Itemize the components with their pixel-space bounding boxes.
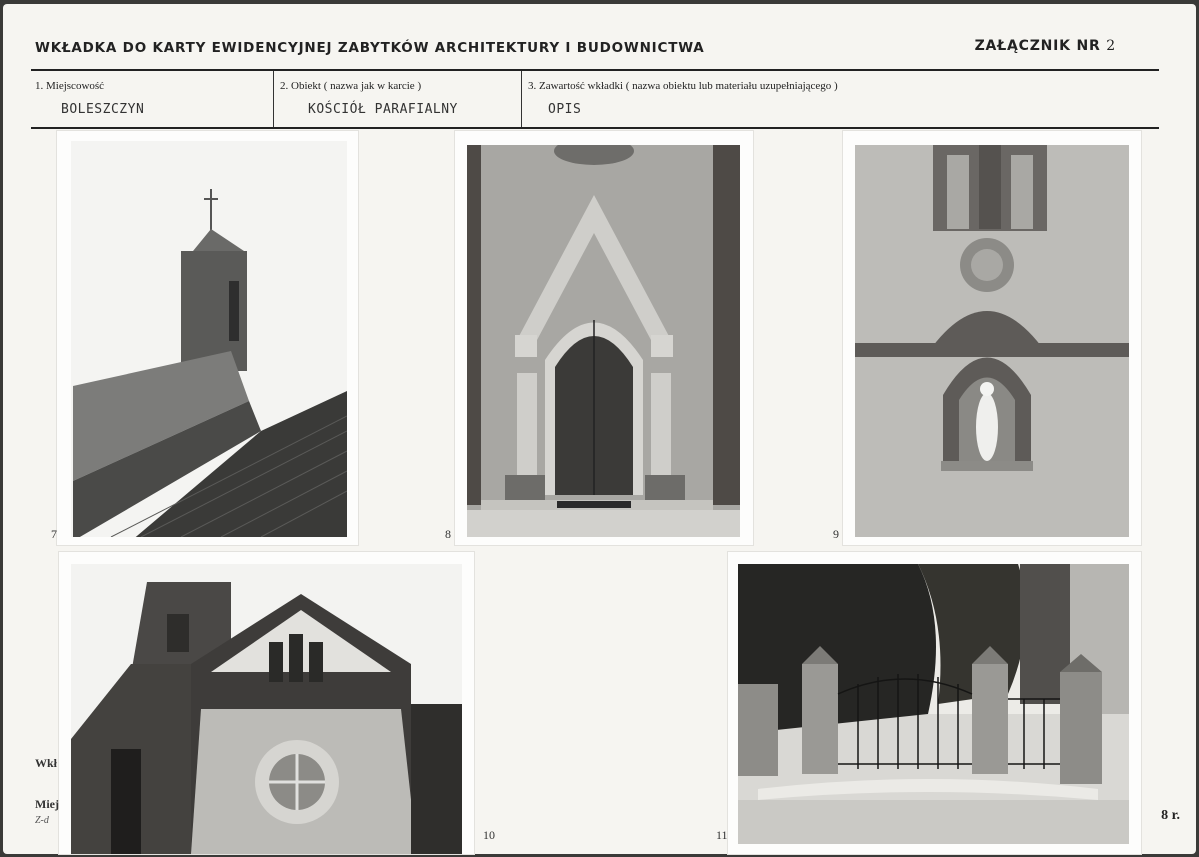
obscured-text-1: Wkł [35, 756, 58, 770]
photo-number-9: 9 [833, 527, 839, 541]
field-divider-1 [273, 71, 274, 127]
photo-facade-niche [855, 145, 1129, 537]
object-label: 2. Obiekt ( nazwa jak w karcie ) [280, 80, 422, 92]
annex-label [975, 38, 1116, 54]
photo-card-8 [445, 131, 753, 545]
document-sheet [3, 4, 1196, 854]
photo-number-8: 8 [445, 527, 451, 541]
contents-value: OPIS [548, 102, 582, 117]
annex-label-text: ZAŁĄCZNIK NR [974, 38, 1101, 54]
annex-number: 2 [1106, 38, 1116, 54]
photo-card-9 [833, 131, 1141, 545]
obscured-text-3: Z-d [35, 815, 49, 826]
photo-number-11: 11 [716, 828, 728, 842]
contents-label: 3. Zawartość wkładki ( nazwa obiektu lub materiału uzupełniającego ) [528, 80, 838, 92]
photo-west-facade [71, 564, 462, 854]
photo-bell-turret [71, 141, 347, 537]
header-rule-top [31, 69, 1159, 71]
photo-card-11 [716, 552, 1141, 854]
photo-card-7 [51, 131, 358, 545]
page-reference: 8 r. [1161, 808, 1180, 823]
locality-label: 1. Miejscowość [35, 80, 105, 92]
document-title: WKŁADKA DO KARTY EWIDENCYJNEJ ZABYTKÓW ARCHITEKTURY I BUDOWNICTWA [35, 40, 705, 56]
photo-number-10: 10 [483, 828, 495, 842]
photo-churchyard-gate [738, 564, 1129, 844]
locality-value: BOLESZCZYN [61, 102, 145, 117]
photo-main-portal [467, 145, 740, 537]
header-rule-bottom [31, 127, 1159, 129]
obscured-text-2: Miej [35, 797, 59, 811]
photo-number-7: 7 [51, 527, 57, 541]
field-divider-2 [521, 71, 522, 127]
object-value: KOŚCIÓŁ PARAFIALNY [308, 102, 458, 117]
photo-card-10 [59, 552, 495, 854]
